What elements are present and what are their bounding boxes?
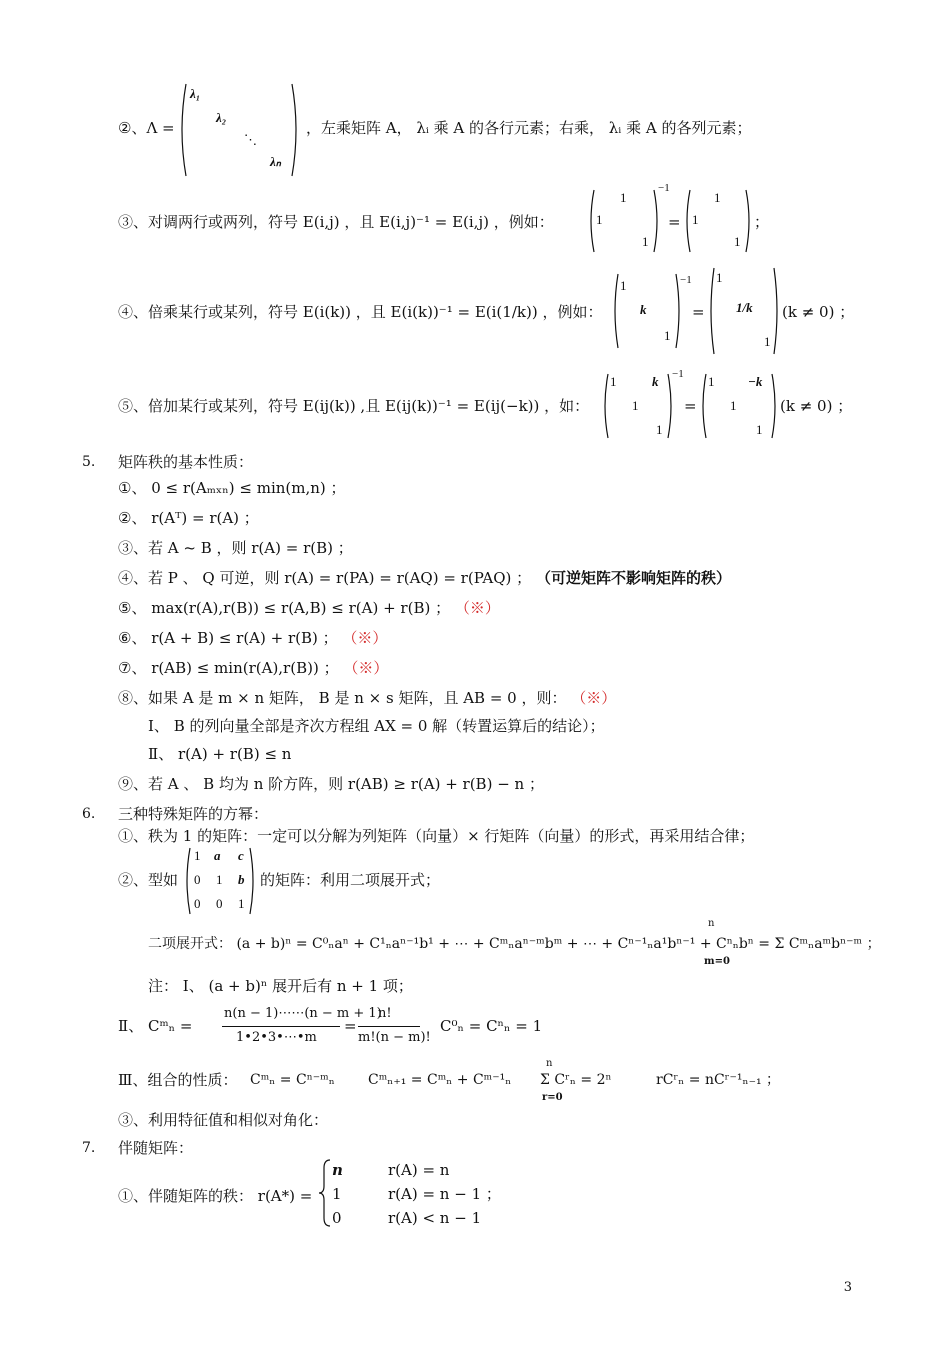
matrix-entry: 1	[714, 190, 721, 205]
matrix-entry: 1	[620, 278, 627, 293]
item5-text: ⑤、倍加某行或某列，符号 E(ij(k)) ,且 E(ij(k))⁻¹ = E(ij(−k)) ，如：	[118, 397, 590, 415]
rank-prop-8-2: Ⅱ、 r(A) + r(B) ≤ n	[148, 745, 292, 763]
rank-prop-8: ⑧、如果 A 是 m × n 矩阵， B 是 n × s 矩阵，且 AB = 0 ，则： （※）	[118, 689, 617, 707]
matrix-entry: c	[238, 848, 244, 863]
adjugate-rank-label: ①、伴随矩阵的秩： r(A*) =	[118, 1187, 313, 1205]
power-item-2-pre: ②、型如	[118, 871, 179, 889]
matrix-entry: 1	[708, 374, 715, 389]
combination-identity-3: Σ Cʳₙ = 2ⁿ	[540, 1072, 612, 1088]
rank-prop-9: ⑨、若 A 、 B 均为 n 阶方阵，则 r(AB) ≥ r(A) + r(B) − n ；	[118, 775, 544, 793]
matrix-entry: k	[652, 374, 659, 389]
binomial-expansion: 二项展开式： (a + b)ⁿ = C⁰ₙaⁿ + C¹ₙaⁿ⁻¹b¹ + ⋯ + Cᵐₙaⁿ⁻ᵐbᵐ + ⋯ + Cⁿ⁻¹ₙa¹bⁿ⁻¹ + Cⁿₙbⁿ = Σ Cᵐₙaᵐbⁿ⁻ᵐ ；	[148, 936, 881, 952]
power-item-2-post: 的矩阵：利用二项展开式；	[260, 871, 441, 889]
rank-prop-2: ②、 r(Aᵀ) = r(A) ；	[118, 509, 259, 527]
cases-brace	[318, 1158, 332, 1228]
add-matrix-rhs	[700, 372, 778, 440]
matrix-entry: 1	[656, 422, 663, 437]
note-1: 注： Ⅰ、 (a + b)ⁿ 展开后有 n + 1 项；	[148, 977, 413, 995]
important-mark: （※）	[342, 629, 388, 647]
frac2-denominator: m!(n − m)!	[358, 1030, 431, 1045]
important-mark: （※）	[343, 659, 389, 677]
matrix-entry: 1	[716, 270, 723, 285]
matrix-entry: 1	[642, 234, 649, 249]
item2-label: ②、Λ =	[118, 119, 175, 137]
case-value: 0	[332, 1209, 342, 1227]
power-item-3: ③、利用特征值和相似对角化：	[118, 1111, 329, 1129]
matrix-entry: λₙ	[270, 154, 281, 169]
matrix-entry: 0	[216, 896, 223, 911]
rank-prop-1: ①、 0 ≤ r(Aₘₓₙ) ≤ min(m,n) ；	[118, 479, 346, 497]
combination-identity-2: Cᵐₙ₊₁ = Cᵐₙ + Cᵐ⁻¹ₙ	[368, 1072, 512, 1088]
scale-matrix-lhs	[612, 272, 692, 350]
matrix-entry: 1	[730, 398, 737, 413]
note-2-post: C⁰ₙ = Cⁿₙ = 1	[440, 1017, 543, 1035]
important-mark: （※）	[571, 689, 617, 707]
page-number: 3	[843, 1280, 852, 1295]
matrix-entry: 1	[238, 896, 245, 911]
matrix-entry: 1	[596, 212, 603, 227]
matrix-entry: −k	[748, 374, 763, 389]
matrix-entry: b	[238, 872, 245, 887]
sum-lower-limit: m=0	[704, 956, 730, 967]
matrix-entry: ⋱	[244, 132, 257, 147]
rank-prop-4: ④、若 P 、 Q 可逆，则 r(A) = r(PA) = r(AQ) = r(PAQ) ； （可逆矩阵不影响矩阵的秩）	[118, 569, 731, 587]
sec6-title: 三种特殊矩阵的方幂：	[118, 805, 269, 823]
power-item-1: ①、秩为 1 的矩阵：一定可以分解为列矩阵（向量）× 行矩阵（向量）的形式，再采用结合律；	[118, 827, 755, 845]
combination-identity-1: Cᵐₙ = Cⁿ⁻ᵐₙ	[250, 1072, 335, 1088]
case-condition: r(A) < n − 1	[388, 1209, 482, 1227]
item3-tail: ；	[754, 213, 770, 231]
fraction-bar	[222, 1026, 340, 1027]
matrix-entry: λ₁	[190, 86, 201, 101]
item3-text: ③、对调两行或两列，符号 E(i,j) ，且 E(i,j)⁻¹ = E(i,j) ，例如：	[118, 213, 554, 231]
matrix-entry: 1	[194, 848, 201, 863]
matrix-entry: 1	[664, 328, 671, 343]
upper-tri-matrix	[184, 846, 256, 916]
matrix-entry: 0	[194, 872, 201, 887]
case-condition: r(A) = n	[388, 1161, 450, 1179]
matrix-exponent: −1	[658, 182, 670, 194]
sum-lower-limit: r=0	[542, 1092, 563, 1103]
item4-tail: (k ≠ 0) ；	[782, 303, 855, 321]
item4-text: ④、倍乘某行或某列，符号 E(i(k)) ，且 E(i(k))⁻¹ = E(i(1/k)) ，例如：	[118, 303, 603, 321]
rank-prop-7: ⑦、 r(AB) ≤ min(r(A),r(B)) ； （※）	[118, 659, 389, 677]
rank-prop-3: ③、若 A ~ B ，则 r(A) = r(B) ；	[118, 539, 353, 557]
diag-matrix	[178, 82, 300, 178]
case-value: 1	[332, 1185, 342, 1203]
matrix-entry: 0	[194, 896, 201, 911]
sec7-number: 7.	[82, 1140, 96, 1156]
case-condition: r(A) = n − 1 ；	[388, 1185, 501, 1203]
matrix-entry: k	[640, 302, 647, 317]
combination-identity-4: rCʳₙ = nCʳ⁻¹ₙ₋₁ ；	[656, 1072, 781, 1088]
sum-upper-limit: n	[708, 918, 715, 929]
sec5-number: 5.	[82, 454, 96, 470]
frac1-denominator: 1•2•3•⋯•m	[236, 1030, 317, 1045]
matrix-exponent: −1	[672, 368, 684, 380]
matrix-exponent: −1	[680, 274, 692, 286]
note-2-pre: Ⅱ、 Cᵐₙ =	[118, 1017, 193, 1035]
rank-prop-4-note: （可逆矩阵不影响矩阵的秩）	[535, 569, 731, 587]
important-mark: （※）	[454, 599, 500, 617]
matrix-entry: 1	[632, 398, 639, 413]
rank-prop-5: ⑤、 max(r(A),r(B)) ≤ r(A,B) ≤ r(A) + r(B) ； （※）	[118, 599, 500, 617]
matrix-entry: 1	[692, 212, 699, 227]
case-value: n	[332, 1161, 343, 1179]
sum-upper-limit: n	[546, 1058, 553, 1069]
sec5-title: 矩阵秩的基本性质：	[118, 453, 254, 471]
matrix-entry: 1	[216, 872, 223, 887]
sec7-title: 伴随矩阵：	[118, 1139, 194, 1157]
rank-prop-6: ⑥、 r(A + B) ≤ r(A) + r(B) ； （※）	[118, 629, 388, 647]
frac1-numerator: n(n − 1)⋯⋯(n − m + 1)	[224, 1006, 382, 1021]
matrix-entry: 1/k	[736, 300, 753, 315]
swap-matrix-rhs	[684, 188, 752, 254]
matrix-entry: 1	[764, 334, 771, 349]
add-matrix-lhs	[602, 368, 684, 440]
matrix-entry: 1	[610, 374, 617, 389]
item2-text: ，左乘矩阵 A， λᵢ 乘 A 的各行元素；右乘， λᵢ 乘 A 的各列元素；	[306, 119, 752, 137]
item5-tail: (k ≠ 0) ；	[780, 397, 853, 415]
sec6-number: 6.	[82, 806, 96, 822]
rank-prop-8-1: Ⅰ、 B 的列向量全部是齐次方程组 AX = 0 解（转置运算后的结论）；	[148, 717, 605, 735]
matrix-entry: 1	[734, 234, 741, 249]
frac2-numerator: n!	[378, 1006, 392, 1021]
fraction-bar	[358, 1026, 420, 1027]
note-3-pre: Ⅲ、组合的性质：	[118, 1071, 238, 1089]
scale-matrix-rhs	[708, 266, 780, 356]
matrix-entry: 1	[756, 422, 763, 437]
swap-matrix-lhs	[588, 182, 670, 254]
matrix-entry: a	[214, 848, 221, 863]
matrix-entry: 1	[620, 190, 627, 205]
matrix-entry: λ₂	[216, 110, 227, 125]
